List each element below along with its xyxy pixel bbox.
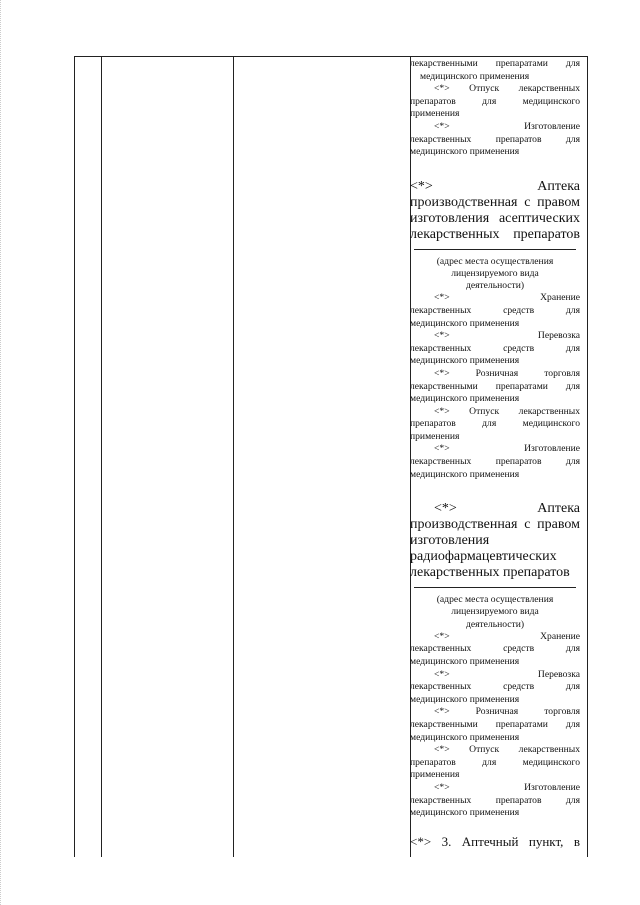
scan-edge — [0, 0, 4, 905]
text-line: <*> Отпуск лекарственных — [434, 83, 580, 95]
address-caption: деятельности) — [465, 618, 525, 630]
section-title-line: производственная с правом — [410, 517, 580, 533]
section-title-line: лекарственных препаратов — [410, 565, 570, 581]
text-line: лекарственных средств для — [410, 643, 580, 655]
text-line: лекарственными препаратами для — [410, 719, 580, 731]
text-line: медицинского применения — [410, 807, 520, 819]
text-line: <*> Перевозка — [434, 668, 580, 680]
text-line: <*> Отпуск лекарственных — [434, 405, 580, 417]
text-line: применения — [410, 430, 460, 442]
text-line: лекарственных средств для — [410, 681, 580, 693]
text-line: медицинского применения — [410, 355, 520, 367]
section-title-line: изготовления — [410, 533, 490, 549]
text-line: лекарственными препаратами для — [410, 58, 580, 69]
section-title-line: <*> Аптека — [410, 178, 580, 194]
text-line: лекарственных препаратов для — [410, 133, 580, 145]
text-line: медицинского применения — [410, 656, 520, 668]
section-title-line: радиофармацевтических — [410, 549, 557, 565]
text-line: препаратов для медицинского — [410, 756, 580, 768]
text-line: <*> Розничная торговля — [434, 367, 580, 379]
text-line: <*> Отпуск лекарственных — [434, 744, 580, 756]
text-line: лекарственных препаратов для — [410, 794, 580, 806]
text-line: медицинского применения — [420, 70, 530, 82]
text-line: <*> Перевозка — [434, 330, 580, 342]
column-divider-2 — [233, 57, 234, 857]
section-title-line: <*> Аптека — [434, 501, 580, 517]
text-line: медицинского применения — [410, 468, 520, 480]
text-line: медицинского применения — [410, 393, 520, 405]
text-line: применения — [410, 769, 460, 781]
text-line: лекарственными препаратами для — [410, 380, 580, 392]
section-title-line: изготовления асептических — [410, 210, 580, 226]
text-line: препаратов для медицинского — [410, 418, 580, 430]
text-line: <*> Изготовление — [434, 443, 580, 455]
address-caption: деятельности) — [465, 280, 525, 292]
text-line: применения — [410, 108, 460, 120]
text-line: <*> Изготовление — [434, 120, 580, 132]
text-line: лекарственных средств для — [410, 304, 580, 316]
activity-column — [410, 58, 580, 850]
text-line: медицинского применения — [410, 146, 520, 158]
text-line: лекарственных средств для — [410, 342, 580, 354]
text-line: медицинского применения — [410, 731, 520, 743]
text-line: лекарственных препаратов для — [410, 456, 580, 468]
text-line: препаратов для медицинского — [410, 95, 580, 107]
address-caption: (адрес места осуществления — [436, 594, 554, 606]
address-caption: (адрес места осуществления — [436, 255, 554, 267]
text-line: медицинского применения — [410, 693, 520, 705]
address-blank-line — [414, 587, 576, 588]
text-line: <*> Хранение — [434, 292, 580, 304]
address-caption: лицензируемого вида — [451, 267, 539, 279]
address-caption: лицензируемого вида — [451, 606, 539, 618]
address-blank-line — [414, 249, 576, 250]
text-line: <*> Розничная торговля — [434, 706, 580, 718]
section-title-line: производственная с правом — [410, 194, 580, 210]
text-line: <*> Хранение — [434, 630, 580, 642]
section-title-line: лекарственных препаратов — [410, 226, 580, 242]
column-divider-1 — [101, 57, 102, 857]
text-line: <*> Изготовление — [434, 782, 580, 793]
text-line: медицинского применения — [410, 317, 520, 329]
section-title-line: <*> 3. Аптечный пункт, в — [410, 833, 580, 849]
